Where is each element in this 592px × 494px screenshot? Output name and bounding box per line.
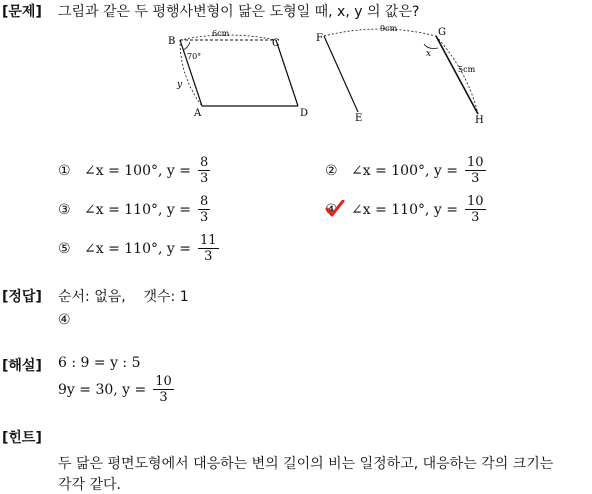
option-expr: ∠x = 110°, y =: [84, 240, 191, 257]
parallelogram-figure: [160, 22, 500, 132]
label-x: x: [426, 49, 432, 59]
denominator: 3: [204, 249, 213, 264]
hint-line-2: 각각 같다.: [58, 477, 121, 493]
answer-tag: [정답]: [2, 289, 42, 305]
answer-meta: 순서: 없음, 갯수: 1: [58, 289, 189, 305]
option-number: ⑤: [58, 240, 71, 257]
option-expr: ∠x = 110°, y =: [84, 201, 191, 218]
option-number: ①: [58, 162, 71, 179]
label-H: H: [475, 115, 484, 126]
numerator: 8: [199, 194, 209, 209]
option-expr: ∠x = 100°, y =: [84, 162, 191, 179]
option-expr: ∠x = 110°, y =: [351, 201, 458, 218]
solution-tag: [해설]: [2, 358, 42, 374]
problem-tag: [문제]: [2, 4, 42, 20]
label-6cm: 6cm: [212, 29, 230, 38]
option-expr: ∠x = 100°, y =: [351, 162, 458, 179]
problem-text: 그림과 같은 두 평행사변형이 닮은 도형일 때, x, y 의 값은?: [58, 4, 420, 20]
denominator: 3: [471, 210, 480, 225]
label-A: A: [194, 108, 202, 119]
numerator: 11: [199, 233, 217, 248]
label-9cm: 9cm: [380, 24, 398, 33]
numerator: 10: [466, 194, 484, 209]
fraction: [153, 374, 174, 405]
option-number: ②: [325, 162, 338, 179]
solution-expr: 9y = 30, y =: [58, 381, 147, 398]
denominator: 3: [199, 171, 209, 186]
option-3[interactable]: [58, 194, 210, 225]
solution-line-2: [58, 374, 174, 405]
hint-line-1: 두 닮은 평면도형에서 대응하는 변의 길이의 비는 일정하고, 대응하는 각의 크기는: [58, 456, 554, 472]
answer-value: ④: [58, 312, 71, 328]
label-D: D: [300, 108, 309, 119]
denominator: 3: [199, 210, 209, 225]
option-number: ③: [58, 201, 71, 218]
numerator: 8: [199, 155, 209, 170]
check-mark-icon: [325, 200, 345, 218]
option-1[interactable]: [58, 155, 210, 186]
label-70: 70°: [187, 52, 202, 61]
option-4[interactable]: [325, 194, 486, 225]
numerator: 10: [155, 374, 172, 389]
label-G: G: [438, 27, 446, 38]
option-number-checked: [325, 202, 347, 218]
fraction: [465, 194, 486, 225]
option-2[interactable]: [325, 155, 486, 186]
label-5cm: 5cm: [458, 65, 476, 74]
denominator: 3: [159, 390, 168, 405]
option-5[interactable]: [58, 233, 219, 264]
label-E: E: [355, 113, 363, 124]
label-F: F: [316, 33, 323, 44]
fraction: [198, 194, 210, 225]
fraction: [465, 155, 486, 186]
label-C: C: [272, 38, 280, 49]
right-parallelogram: [316, 24, 484, 126]
numerator: 10: [466, 155, 484, 170]
option-number: ④: [325, 201, 338, 218]
left-parallelogram: [168, 29, 308, 119]
fraction: [198, 233, 219, 264]
solution-line-1: 6 : 9 = y : 5: [58, 355, 141, 371]
denominator: 3: [471, 171, 480, 186]
fraction: [198, 155, 210, 186]
label-y: y: [177, 80, 183, 90]
label-B: B: [168, 36, 176, 47]
hint-tag: [힌트]: [2, 430, 42, 446]
